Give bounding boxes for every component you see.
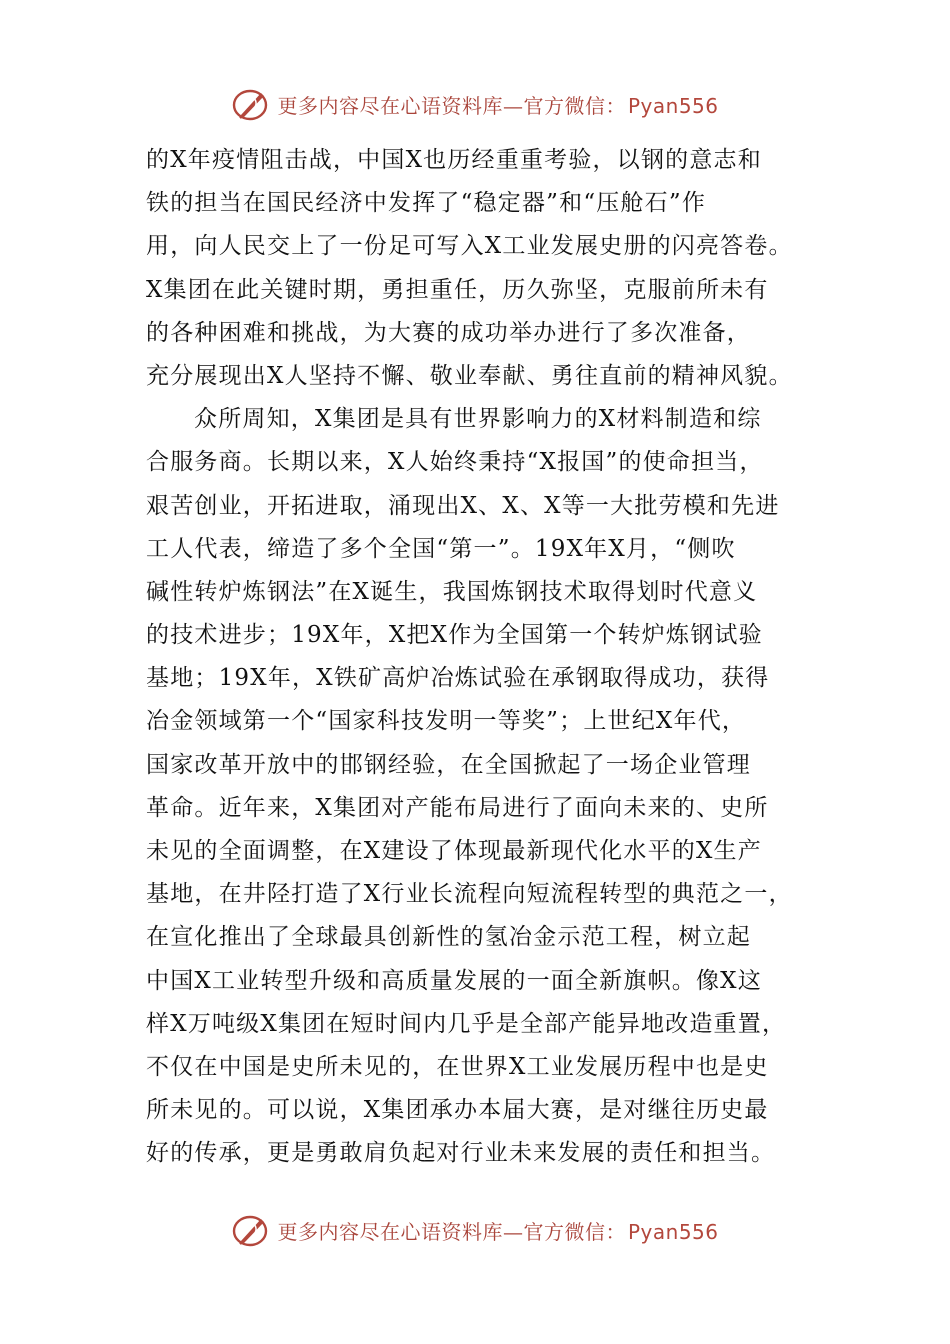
text-line: 在宣化推出了全球最具创新性的氢冶金示范工程，树立起 [146,924,751,951]
text-line: 碱性转炉炼钢法”在X诞生，我国炼钢技术取得划时代意义 [146,578,758,605]
text-line: 国家改革开放中的邯钢经验，在全国掀起了一场企业管理 [146,751,751,778]
paragraph [146,139,818,398]
watermark-text: 更多内容尽在心语资料库—官方微信： Pyan556 [277,93,719,118]
document-body [146,139,818,1176]
text-line: 合服务商。长期以来，X人始终秉持“X报国”的使命担当， [146,449,764,476]
footer-watermark-banner [0,1208,950,1252]
text-line: 艰苦创业，开拓进取，涌现出X、X、X等一大批劳模和先进 [146,492,780,519]
text-line: 所未见的。可以说，X集团承办本届大赛，是对继往历史最 [146,1097,769,1124]
text-line: 未见的全面调整，在X建设了体现最新现代化水平的X生产 [146,838,762,864]
text-line: 的X年疫情阻击战，中国X也历经重重考验，以钢的意志和 [146,147,762,173]
text-line: 好的传承，更是勇敢肩负起对行业未来发展的责任和担当。 [146,1140,776,1167]
text-line: 革命。近年来，X集团对产能布局进行了面向未来的、史所 [146,794,769,821]
wechat-id: Pyan556 [627,1219,719,1244]
watermark-text: 更多内容尽在心语资料库—官方微信： Pyan556 [277,1219,719,1244]
text-line: 工人代表，缔造了多个全国“第一”。19X年X月，“侧吹 [146,535,736,562]
text-line: 基地；19X年，X铁矿高炉冶炼试验在承钢取得成功，获得 [146,665,770,692]
text-line: 铁的担当在国民经济中发挥了“稳定器”和“压舱石”作 [146,190,707,217]
wechat-id: Pyan556 [627,93,719,118]
text-line: 冶金领域第一个“国家科技发明一等奖”；上世纪X年代， [146,708,747,735]
text-line: 样X万吨级X集团在短时间内几乎是全部产能异地改造重置， [146,1010,787,1037]
text-line: 不仅在中国是史所未见的，在世界X工业发展历程中也是史 [146,1053,769,1080]
text-line: X集团在此关键时期，勇担重任，历久弥坚，克服前所未有 [146,276,769,303]
paragraph [146,398,818,1175]
quill-pen-logo-icon [231,84,271,124]
text-line: 用，向人民交上了一份足可写入X工业发展史册的闪亮答卷。 [146,233,793,260]
text-line: 众所周知，X集团是具有世界影响力的X材料制造和综 [194,406,762,433]
quill-pen-logo-icon [231,1210,271,1250]
text-line: 的技术进步；19X年，X把X作为全国第一个转炉炼钢试验 [146,622,763,649]
text-line: 的各种困难和挑战，为大赛的成功举办进行了多次准备， [146,319,751,346]
text-line: 充分展现出X人坚持不懈、敬业奉献、勇往直前的精神风貌。 [146,362,793,389]
header-watermark-banner [0,82,950,126]
text-line: 基地，在井陉打造了X行业长流程向短流程转型的典范之一， [146,881,793,908]
text-line: 中国X工业转型升级和高质量发展的一面全新旗帜。像X这 [146,967,762,994]
